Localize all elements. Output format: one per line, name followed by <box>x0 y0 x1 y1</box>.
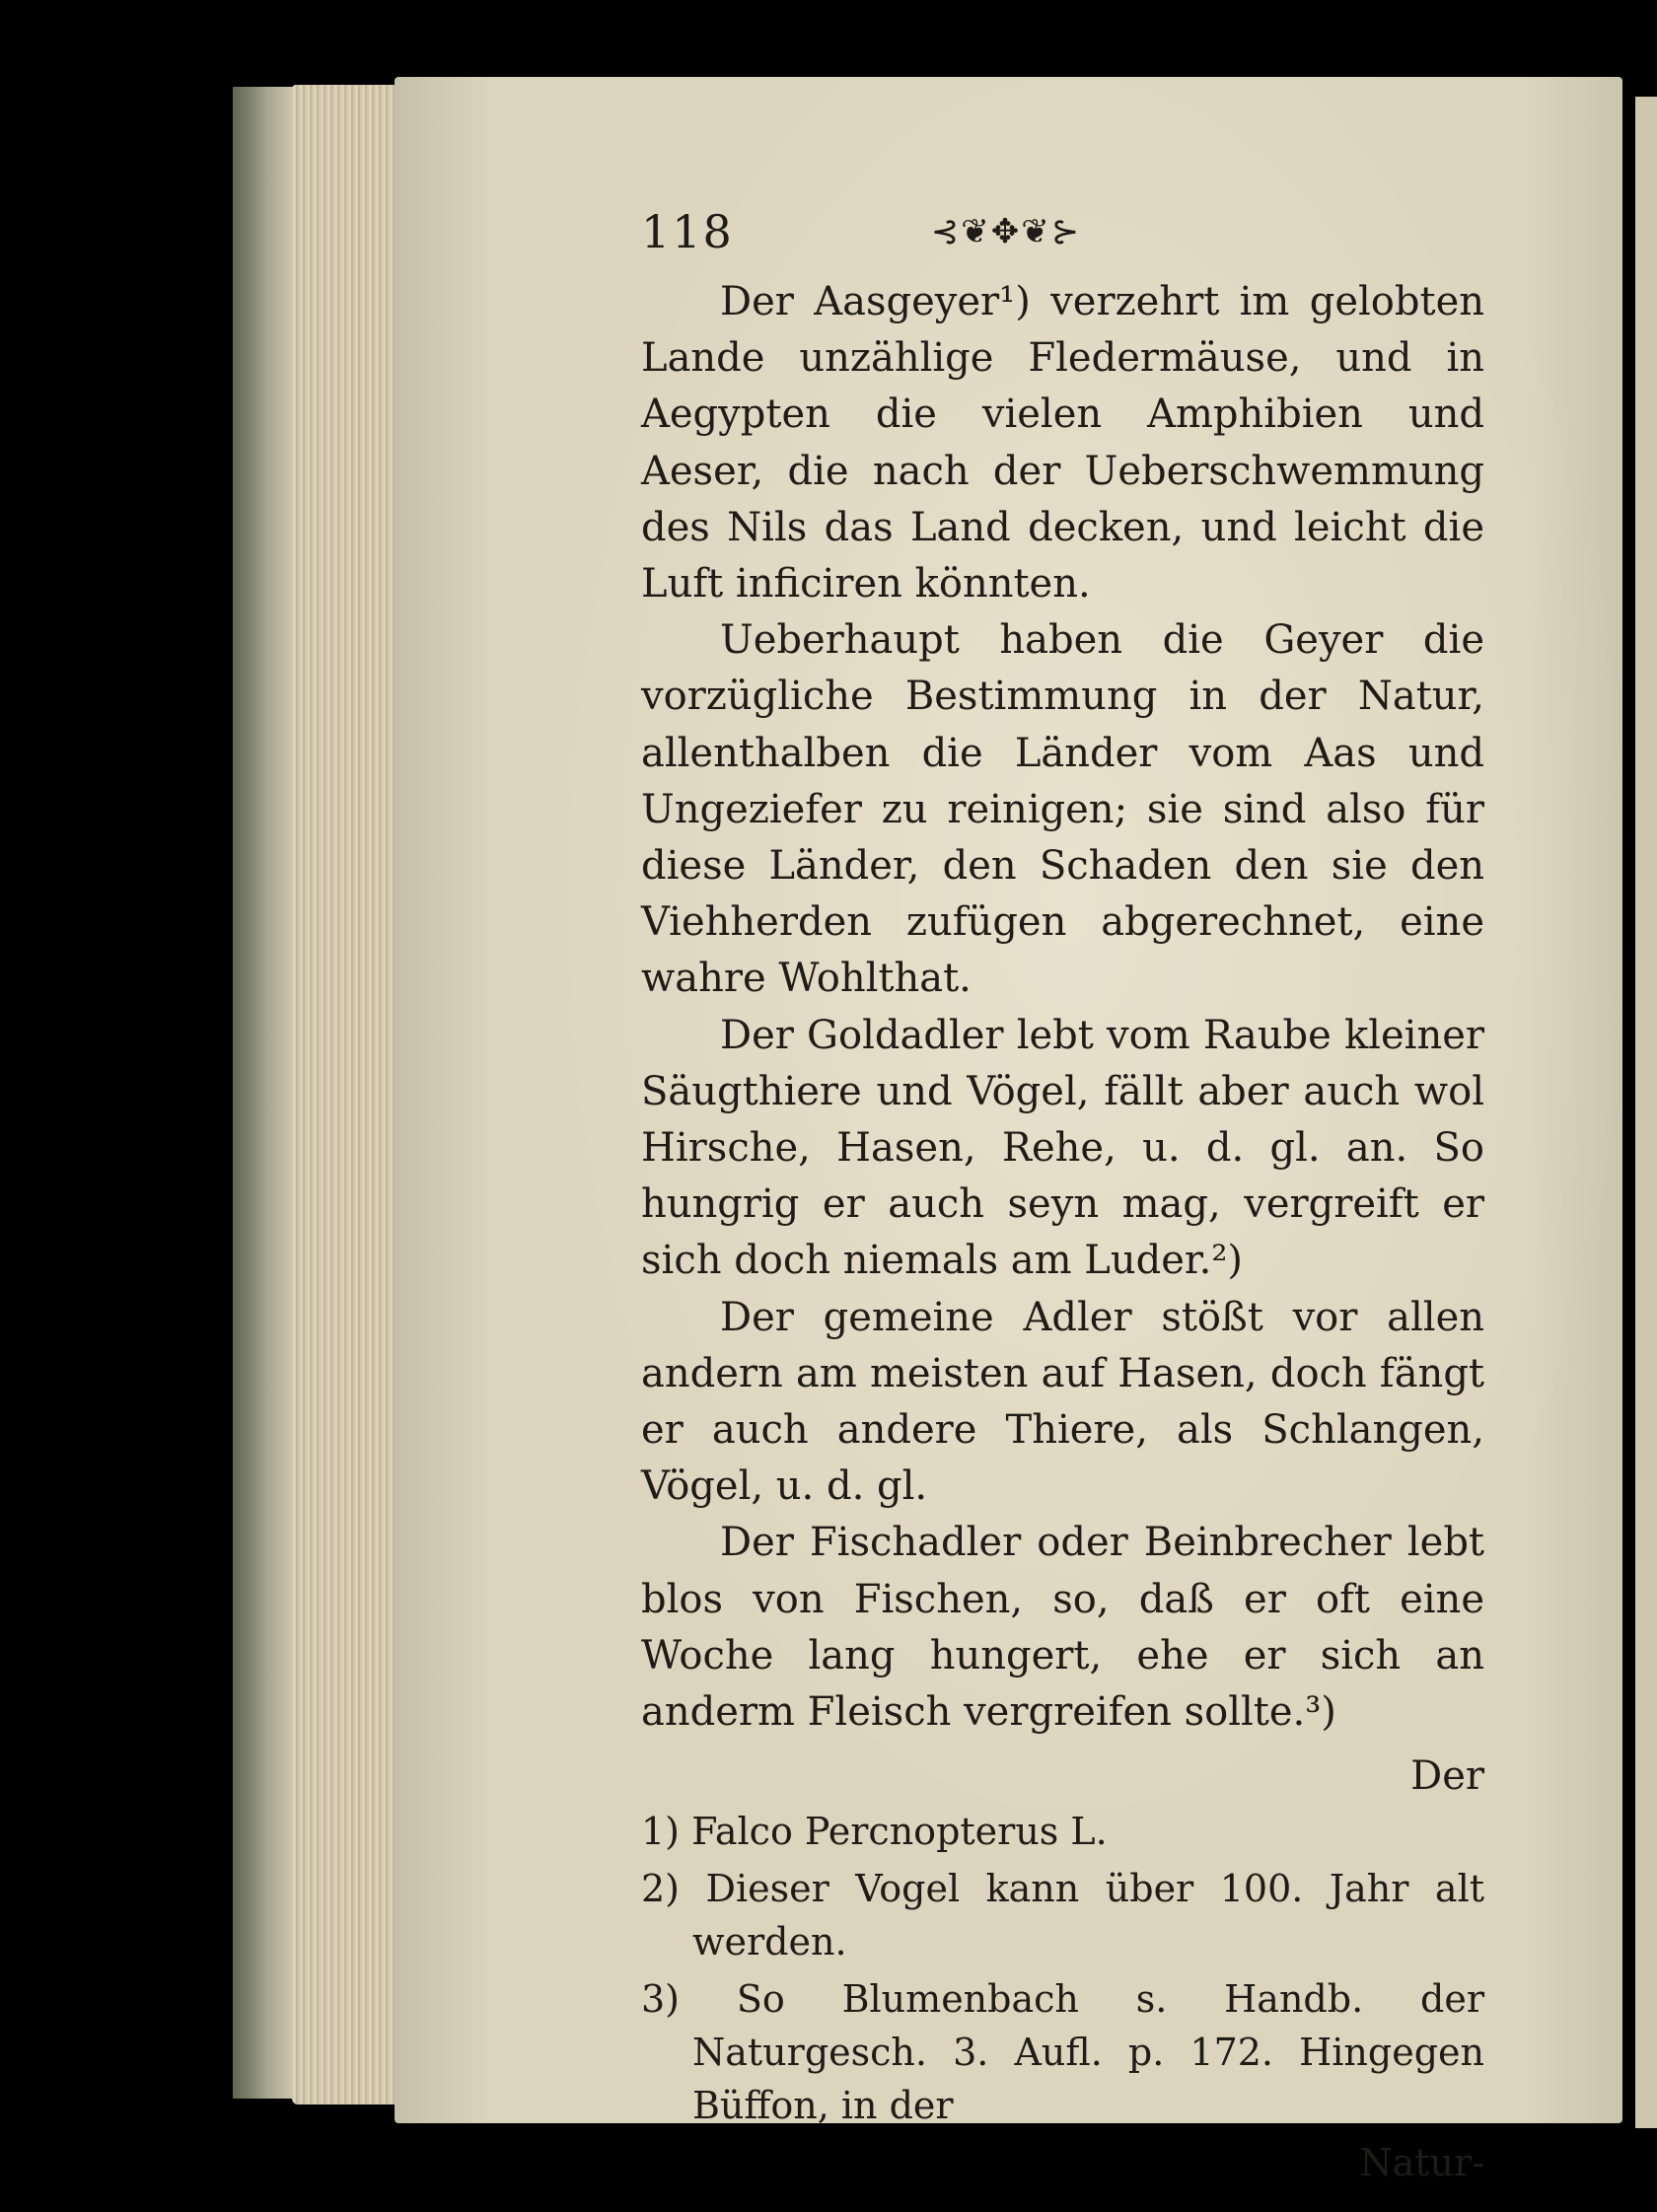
paragraph-fischadler: Der Fischadler oder Beinbrecher lebt blos von Fischen, so, daß er oft eine Woche lang hungert, ehe er sich an anderm Fleisch vergreifen sollte.³) <box>641 1520 1484 1736</box>
page-text-block <box>641 197 1484 2189</box>
book-cover-edge <box>233 87 296 2099</box>
paragraph-aasgeyer: Der Aasgeyer¹) verzehrt im gelobten Lande unzählige Fledermäuse, und in Aegypten die vielen Amphibien und Aeser, die nach der Ueberschwemmung des Nils das Land decken, und leicht die Luft inficiren könnten. <box>641 279 1484 607</box>
footnote-1: 1) Falco Percnopterus L. <box>641 1810 1108 1854</box>
footnote-catchword: Natur- <box>1359 2141 1484 2185</box>
paragraph-goldadler: Der Goldadler lebt vom Raube kleiner Säugthiere und Vögel, fällt aber auch wol Hirsche, Hasen, Rehe, u. d. gl. an. So hungrig er auch seyn mag, vergreift er sich doch niemals am Luder.²) <box>641 1012 1484 1284</box>
header-ornament-icon: ⊰❦✥❦⊱ <box>930 212 1082 251</box>
footnote-3: 3) So Blumenbach s. Handb. der Naturgesch. 3. Aufl. p. 172. Hingegen Büffon, in der <box>641 1977 1484 2128</box>
footnotes <box>641 1805 1484 2189</box>
page-number: 118 <box>641 205 734 258</box>
catchword: Der <box>1410 1753 1484 1800</box>
paragraph-geyer: Ueberhaupt haben die Geyer die vorzügliche Bestimmung in der Natur, allenthalben die Länder vom Aas und Ungeziefer zu reinigen; sie sind also für diese Länder, den Schaden den sie den Viehherden zufügen abgerechnet, eine wahre Wohlthat. <box>641 617 1484 1002</box>
footnote-2: 2) Dieser Vogel kann über 100. Jahr alt werden. <box>641 1867 1484 1964</box>
paragraph-gemeine-adler: Der gemeine Adler stößt vor allen andern am meisten auf Hasen, doch fängt er auch andere Thiere, als Schlangen, Vögel, u. d. gl. <box>641 1294 1484 1510</box>
running-header <box>641 197 1484 266</box>
facing-page-edge <box>1635 97 1657 2128</box>
